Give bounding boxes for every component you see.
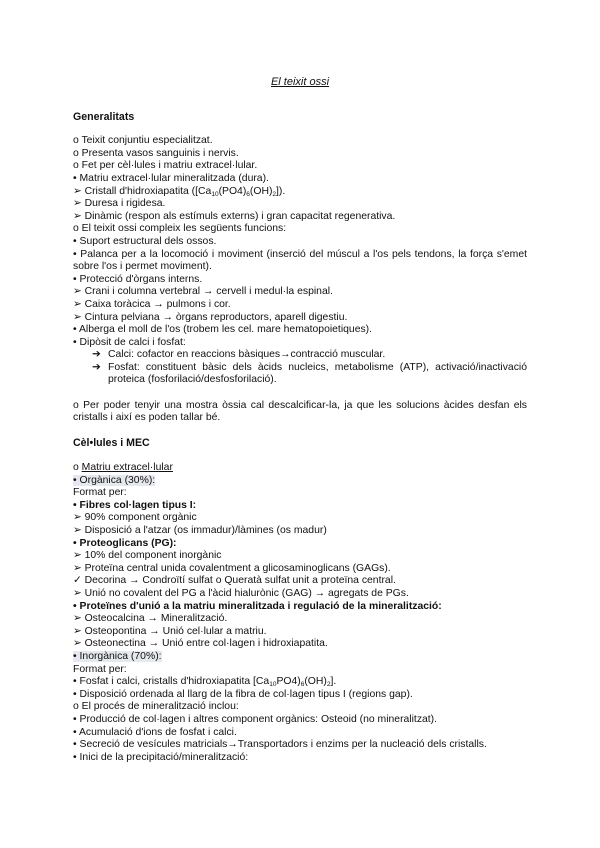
text-line: ➢ Proteïna central unida covalentment a glicosaminoglicans (GAGs). [73,562,391,574]
text-line-highlight: • Inorgànica (70%): [73,650,162,662]
text-line-bold: • Proteoglicans (PG): [73,537,177,549]
arrow-item-calci: ➔ Calci: cofactor en reaccions bàsiques→contracció muscular. [92,349,386,361]
document-title: El teixit ossi [270,76,330,88]
text-line: o El procés de mineralització inclou: [73,701,239,713]
text-line: o Presenta vasos sanguinis i nervis. [73,147,239,159]
text-line: ➢ Osteopontina → Unió cel·lular a matriu. [73,625,267,637]
text-line: • Acumulació d'ions de fosfat i calci. [73,726,237,738]
text-line: • Dipòsit de calci i fosfat: [73,336,186,348]
text-line: • Producció de col·lagen i altres component orgànics: Osteoid (no mineralitzat). [73,713,438,725]
text-line: ➢ Cintura pelviana → òrgans reproductors, aparell digestiu. [73,311,348,323]
text-line: ➢ Duresa i rigidesa. [73,198,166,210]
text-line: • Matriu extracel·lular mineralitzada (dura). [73,172,269,184]
text-line: ➢ Disposició a l'atzar (os immadur)/làmines (os madur) [73,525,327,536]
section-heading-cellules: Cèl•lules i MEC [73,437,150,450]
text-line-formula: ➢ Cristall d'hidroxiapatita $([Ca_{10}(PO4)_6(OH)_2])$. [73,185,286,198]
text-line: • Secreció de vesícules matricials→Transportadors i enzims per la nucleació dels cristalls. [73,739,487,751]
text-line-formula: • Fosfat i calci, cristalls d'hidroxiapatita $[Ca_{10}PO4)_6(OH)_2$]. [73,676,337,689]
text-line: o Teixit conjuntiu especialitzat. [73,135,213,147]
arrow-item-fosfat: ➔ Fosfat: constituent bàsic dels àcids nucleics, metabolisme (ATP), activació/inactivació proteica (fosforilació/desfosforilació). [92,361,527,386]
text-line: • Alberga el moll de l'os (trobem les cel. mare hematopoietiques). [73,324,373,336]
text-line: Format per: [73,487,127,499]
text-line: • Protecció d'òrgans interns. [73,273,203,285]
section-heading-generalitats: Generalitats [73,110,135,123]
text-line: ➢ Unió no covalent del PG a l'àcid hialurònic (GAG) → agregats de PGs. [73,587,409,599]
text-line-highlight: • Orgànica (30%): [73,474,156,486]
text-line: o El teixit ossi compleix les següents funcions: [73,223,287,235]
text-line: • Disposició ordenada al llarg de la fibra de col·lagen tipus I (regions gap). [73,688,413,700]
text-line: ➢ Osteocalcina → Mineralització. [73,613,228,625]
arrow-icon: ➔ [92,361,101,373]
text-line-bold: • Fibres col·lagen tipus I: [73,499,197,511]
text-line: • Inici de la precipitació/mineralització: [73,751,249,763]
text-line: ➢ 10% del component inorgànic [73,550,222,562]
text-line: • Suport estructural dels ossos. [73,235,217,247]
text-line: ➢ Dinàmic (respon als estímuls externs) i gran capacitat regenerativa. [73,210,396,222]
arrow-icon: ➔ [92,349,101,361]
text-line: ➢ Caixa toràcica → pulmons i cor. [73,298,231,310]
text-line: o Matriu extracel·lular [73,462,173,474]
text-line: ➢ 90% component orgànic [73,512,197,524]
text-line: Format per: [73,663,127,675]
text-line: ➢ Osteonectina → Unió entre col·lagen i hidroxiapatita. [73,638,328,650]
text-line: o Fet per cèl·lules i matriu extracel·lular. [73,160,258,172]
text-line: ➢ Crani i columna vertebral → cervell i medul·la espinal. [73,286,333,298]
text-paragraph: • Palanca per a la locomoció i moviment (inserció del múscul a l'os pels tendons, la força s'emet sobre l'os i permet moviment). [73,248,527,273]
text-line: ✓ Decorina → Condroïtí sulfat o Queratà sulfat unit a proteïna central. [73,575,396,587]
text-paragraph: o Per poder tenyir una mostra òssia cal descalcificar-la, ja que les solucions àcides desfan els cristalls i així es poden tallar bé. [73,399,527,424]
text-line-bold: • Proteïnes d'unió a la matriu mineralitzada i regulació de la mineralització: [73,600,442,612]
